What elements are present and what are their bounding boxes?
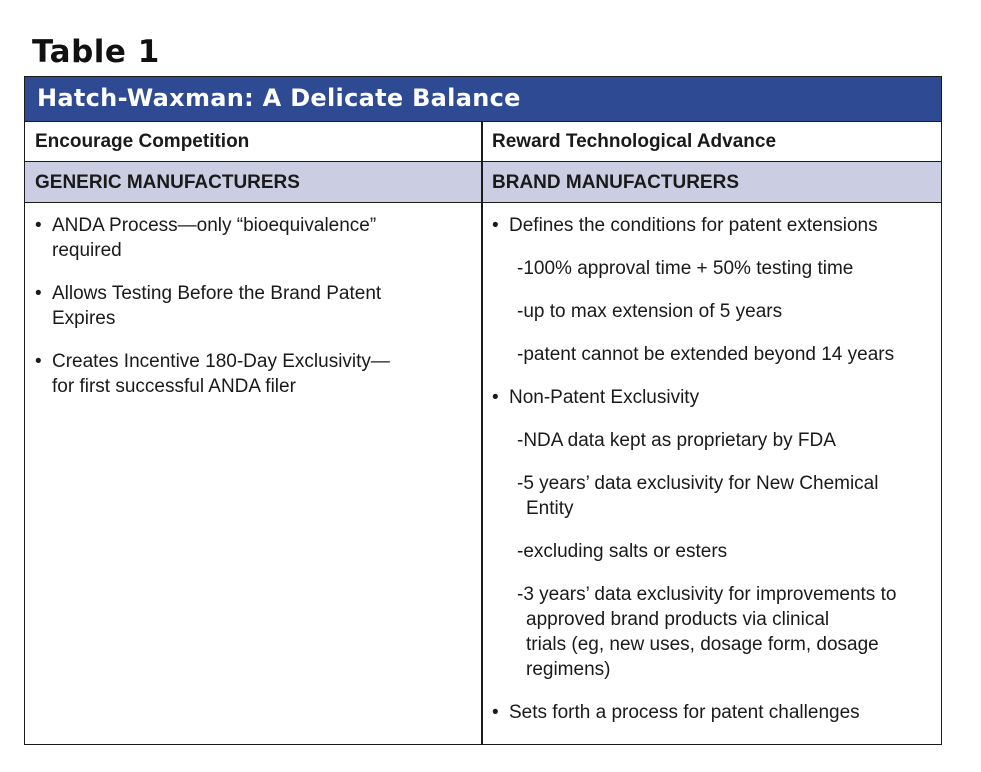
list-item: [35, 349, 465, 399]
sub-item-line: -5 years’ data exclusivity for New Chemical: [517, 473, 879, 494]
list-item: [492, 700, 937, 725]
comparison-table: [24, 76, 942, 745]
bullet-icon: •: [35, 215, 42, 236]
list-item: [492, 385, 937, 410]
item-line: ANDA Process—only “bioequivalence”: [52, 215, 377, 236]
sub-item: [492, 428, 937, 453]
goal-cell-left: Encourage Competition: [35, 131, 250, 152]
group-cell-left: GENERIC MANUFACTURERS: [35, 172, 300, 193]
item-line: required: [52, 240, 122, 261]
sub-item-line: -3 years’ data exclusivity for improvements to: [517, 584, 897, 605]
sub-item: [492, 256, 937, 281]
item-text: Defines the conditions for patent extensions: [509, 215, 878, 236]
manufacturer-row: [25, 162, 941, 203]
sub-item-line: regimens): [526, 659, 611, 680]
table-title: Hatch-Waxman: A Delicate Balance: [37, 84, 521, 112]
item-line: Expires: [52, 308, 116, 329]
item-text: Sets forth a process for patent challenges: [509, 702, 860, 723]
sub-item: [492, 582, 937, 682]
goal-row: [25, 122, 941, 162]
sub-item-line: Entity: [526, 498, 574, 519]
sub-item-line: -up to max extension of 5 years: [517, 301, 783, 322]
bullet-icon: •: [492, 215, 499, 236]
bullet-icon: •: [492, 702, 499, 723]
table-title-bar: [25, 77, 941, 122]
group-cell-right: BRAND MANUFACTURERS: [492, 172, 739, 193]
brand-column-body: [492, 203, 937, 725]
sub-item: [492, 299, 937, 324]
sub-item-line: -100% approval time + 50% testing time: [517, 258, 854, 279]
sub-item-line: -NDA data kept as proprietary by FDA: [517, 430, 836, 451]
list-item: [492, 213, 937, 238]
sub-item-line: -patent cannot be extended beyond 14 years: [517, 344, 895, 365]
column-divider: [481, 122, 483, 744]
sub-item-line: trials (eg, new uses, dosage form, dosage: [526, 634, 879, 655]
bullet-icon: •: [35, 283, 42, 304]
table-label: Table 1: [32, 34, 160, 70]
sub-item: [492, 471, 937, 521]
generic-column-body: [35, 203, 465, 399]
bullet-icon: •: [492, 387, 499, 408]
sub-item-line: approved brand products via clinical: [526, 609, 830, 630]
sub-item-line: -excluding salts or esters: [517, 541, 728, 562]
item-line: Creates Incentive 180-Day Exclusivity—: [52, 351, 390, 372]
item-text: Non-Patent Exclusivity: [509, 387, 700, 408]
list-item: [35, 281, 465, 331]
list-item: [35, 213, 465, 263]
goal-cell-right: Reward Technological Advance: [492, 131, 777, 152]
sub-item: [492, 342, 937, 367]
sub-item: [492, 539, 937, 564]
item-line: Allows Testing Before the Brand Patent: [52, 283, 382, 304]
item-line: for first successful ANDA filer: [52, 376, 296, 397]
bullet-icon: •: [35, 351, 42, 372]
